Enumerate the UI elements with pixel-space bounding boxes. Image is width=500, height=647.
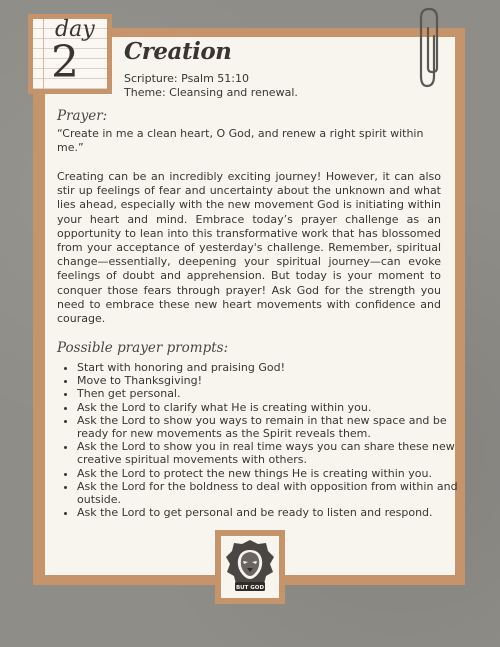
logo-text: BUT GOD (235, 585, 265, 591)
paperclip-icon (418, 6, 440, 90)
meta-block (124, 72, 298, 100)
devotional-body: Creating can be an incredibly exciting journey! However, it can also stir up feelings of fear and uncertainty about the unknown and what lies ahead, especially with the new movement God is initiating within your heart and mind. Embrace today’s prayer challenge as an opportunity to lean into this transformative work that has blossomed from your acceptance of yesterday's challenge. Remember, spiritual change—essentially, deepening your spiritual journey—can evoke feelings of doubt and apprehension. But today is your moment to conquer those fears through prayer! Ask God for the strength you need to embrace these new heart movements with confidence and courage. (57, 170, 441, 326)
note-margin-line (43, 19, 44, 89)
list-item: • Then get personal. (77, 387, 469, 400)
list-item: • Ask the Lord for the boldness to deal with opposition from within and outside. (77, 480, 469, 506)
day-number: 2 (51, 37, 79, 88)
list-item: • Start with honoring and praising God! (77, 361, 469, 374)
prompts-list (57, 361, 469, 519)
theme-line: Theme: Cleansing and renewal. (124, 86, 298, 99)
prompts-heading: Possible prayer prompts: (57, 340, 229, 356)
day-label: day (55, 17, 95, 42)
list-item: • Ask the Lord to show you ways to remain in that new space and be ready for new movements as the Spirit reveals them. (77, 414, 469, 440)
lion-icon (224, 538, 276, 596)
list-item: • Move to Thanksgiving! (77, 374, 469, 387)
list-item: • Ask the Lord to show you in real time ways you can share these new creative spiritual movements with others. (77, 440, 469, 466)
scripture-reference: Scripture: Psalm 51:10 (124, 72, 250, 85)
list-item: • Ask the Lord to clarify what He is creating within you. (77, 401, 469, 414)
page-title: Creation (124, 38, 232, 65)
list-item: • Ask the Lord to get personal and be ready to listen and respond. (77, 506, 469, 519)
day-note (33, 19, 107, 89)
list-item: • Ask the Lord to protect the new things He is creating within you. (77, 467, 469, 480)
prayer-quote: “Create in me a clean heart, O God, and renew a right spirit within me.” (57, 127, 424, 154)
prayer-heading: Prayer: (57, 108, 108, 124)
